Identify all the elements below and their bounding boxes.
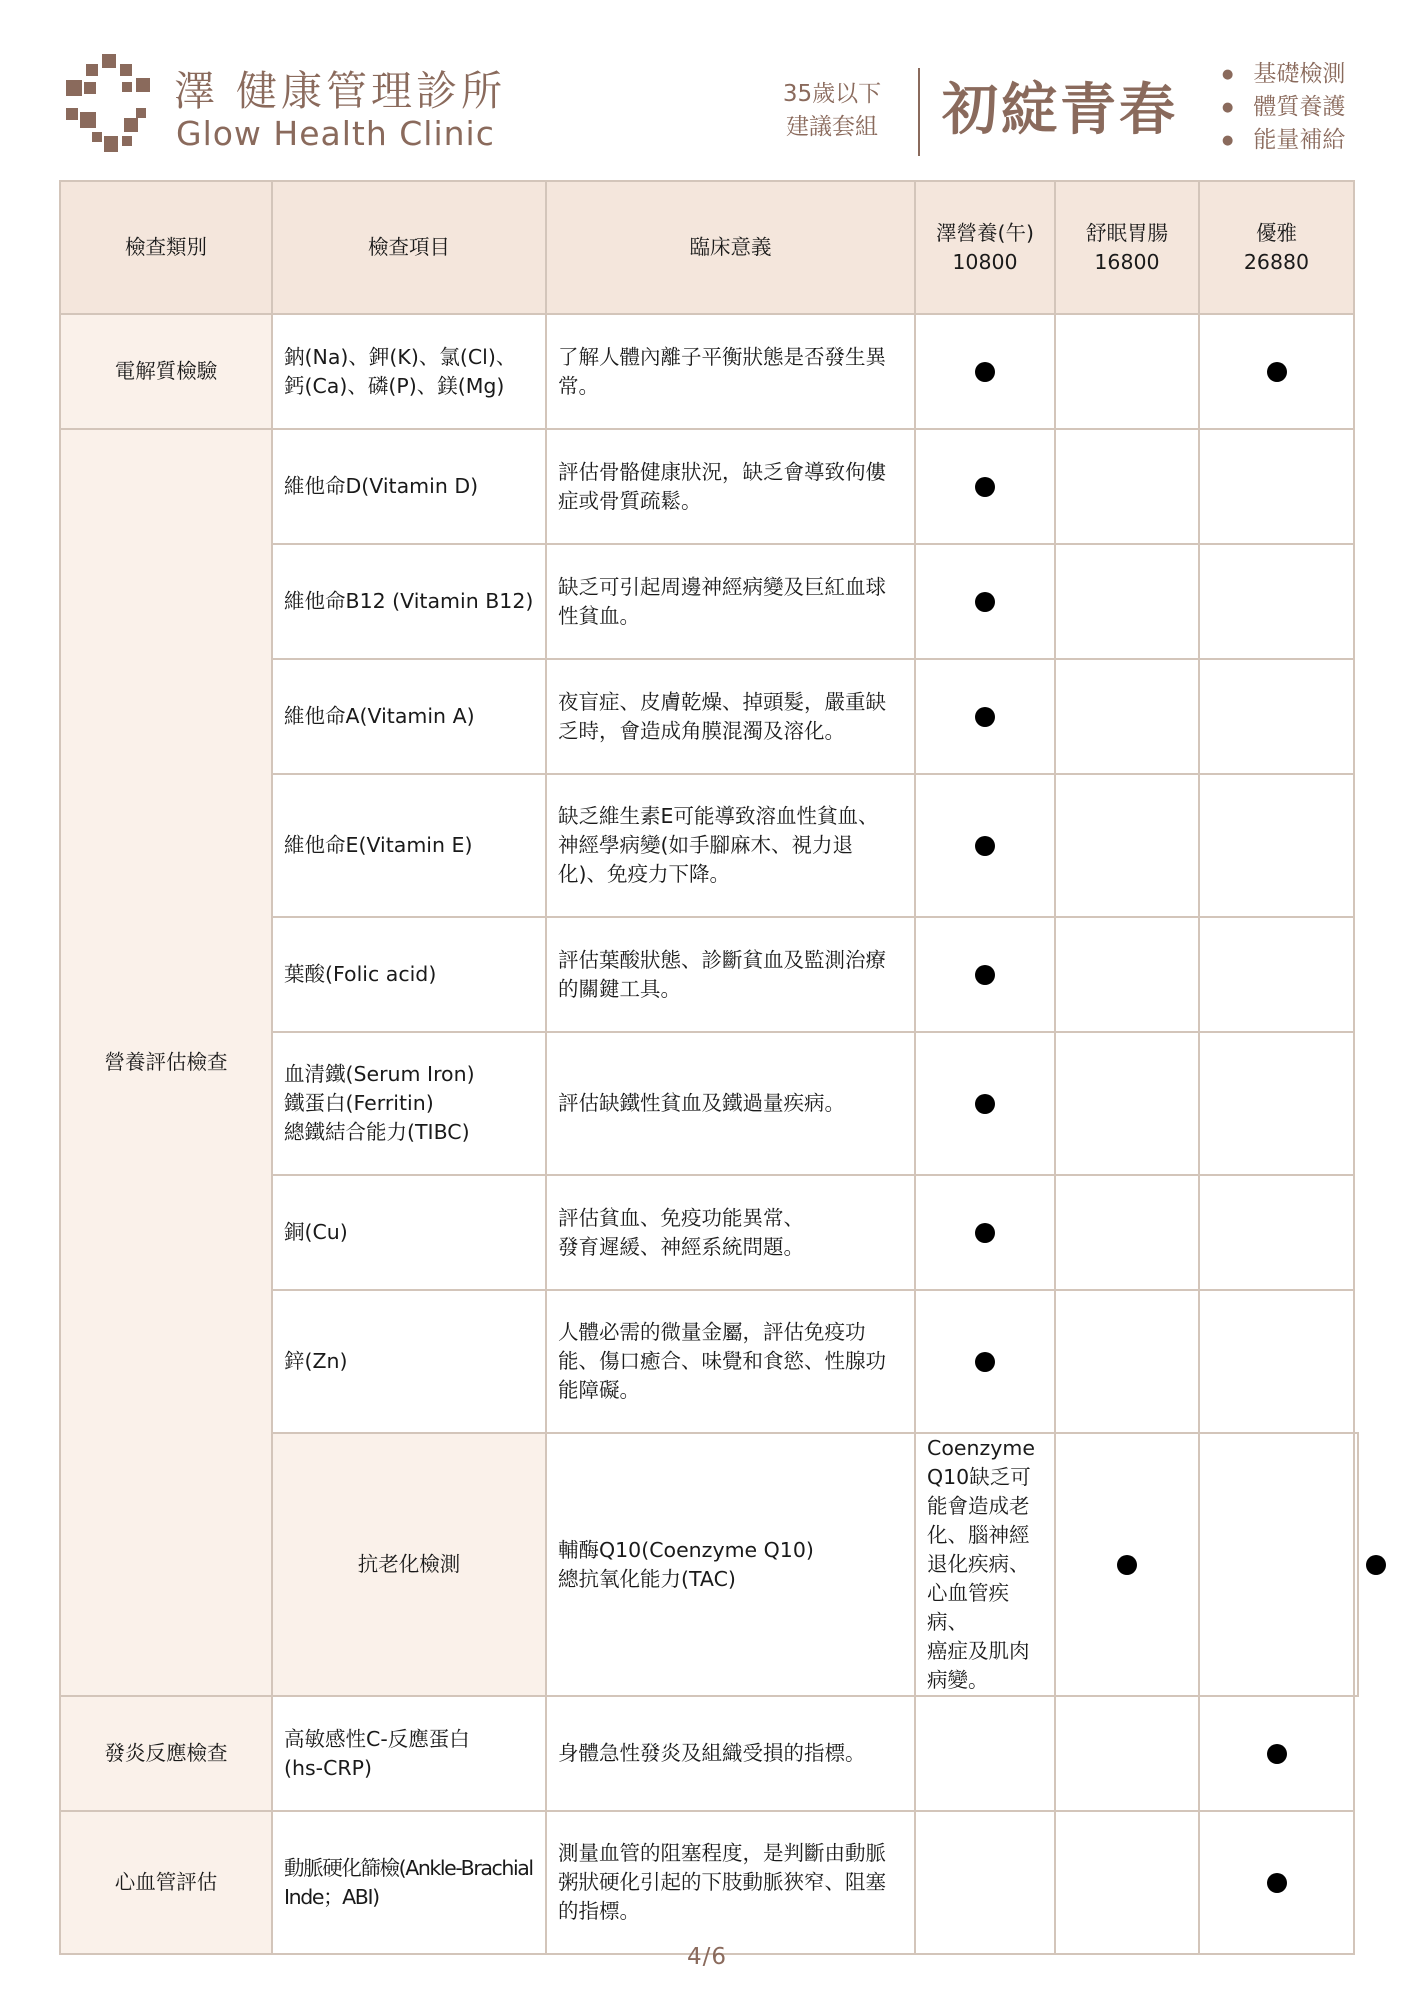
item-line: 銅(Cu) (284, 1220, 348, 1244)
included-dot-icon (975, 707, 995, 727)
meaning-cell (546, 1175, 915, 1290)
meaning-line: 評估葉酸狀態、診斷貧血及監測治療 (558, 947, 886, 972)
item-cell (272, 917, 546, 1032)
page-header (0, 0, 1414, 170)
item-line: 總鐵結合能力(TIBC) (284, 1120, 470, 1144)
included-dot-icon (975, 836, 995, 856)
package-3-cell (1199, 1175, 1354, 1290)
included-dot-icon (975, 1223, 995, 1243)
meaning-line: 乏時，會造成角膜混濁及溶化。 (558, 718, 845, 743)
meaning-line: 症或骨質疏鬆。 (558, 488, 702, 513)
meaning-line: 評估貧血、免疫功能異常、 (558, 1205, 804, 1230)
item-line: 鐵蛋白(Ferritin) (284, 1091, 434, 1115)
brand-name-english: Glow Health Clinic (176, 114, 495, 153)
package-1-cell (1055, 1433, 1199, 1696)
package-2-cell (1055, 429, 1199, 544)
included-dot-icon (975, 965, 995, 985)
meaning-line: 性貧血。 (558, 603, 640, 628)
package-2-cell (1055, 917, 1199, 1032)
meaning-line: 測量血管的阻塞程度，是判斷由動脈 (558, 1841, 886, 1865)
item-cell (272, 1032, 546, 1175)
package-3-cell (1199, 917, 1354, 1032)
meaning-cell (915, 1433, 1055, 1696)
item-line: Inde；ABI) (284, 1884, 379, 1909)
item-cell (272, 544, 546, 659)
item-line: 維他命D(Vitamin D) (284, 474, 479, 498)
meaning-cell (546, 774, 915, 917)
meaning-line: 了解人體內離子平衡狀態是否發生異 (558, 344, 886, 369)
package-3-cell (1199, 1290, 1354, 1433)
included-dot-icon (1366, 1555, 1386, 1575)
meaning-cell (546, 314, 915, 429)
category-cell: 電解質檢驗 (60, 314, 272, 429)
package-price: 10800 (952, 249, 1018, 274)
included-dot-icon (1267, 1873, 1287, 1893)
table-row (60, 429, 1358, 544)
package-1-cell (915, 917, 1055, 1032)
meaning-cell (546, 1032, 915, 1175)
meaning-line: 能障礙。 (558, 1378, 640, 1402)
item-cell (272, 1290, 546, 1433)
included-dot-icon (975, 1094, 995, 1114)
col-header-package-3 (1199, 181, 1354, 314)
item-line: 總抗氧化能力(TAC) (558, 1566, 736, 1591)
package-1-cell (915, 544, 1055, 659)
package-3-cell (1199, 544, 1354, 659)
table-row (60, 314, 1358, 429)
item-cell (272, 774, 546, 917)
meaning-line: 缺乏可引起周邊神經病變及巨紅血球 (558, 574, 886, 599)
package-1-cell (915, 1290, 1055, 1433)
meaning-line: 化)、免疫力下降。 (558, 862, 730, 886)
item-cell (272, 1175, 546, 1290)
meaning-cell (546, 429, 915, 544)
package-2-cell (1055, 1811, 1199, 1954)
package-2-cell (1199, 1433, 1354, 1696)
table-row (60, 1696, 1358, 1811)
meaning-cell (546, 544, 915, 659)
package-1-cell (915, 429, 1055, 544)
plan-title: 初綻青春 (942, 78, 1178, 143)
clinic-logo-icon (64, 52, 164, 156)
feature-list (1222, 58, 1345, 157)
category-cell: 抗老化檢測 (272, 1433, 546, 1696)
item-cell (272, 1811, 546, 1954)
included-dot-icon (975, 1352, 995, 1372)
meaning-line: 癌症及肌肉病變。 (927, 1639, 1030, 1692)
col-header-category: 檢查類別 (60, 181, 272, 314)
package-name: 優雅 (1256, 220, 1297, 245)
item-line: 鈉(Na)、鉀(K)、氯(Cl)、 (284, 344, 517, 369)
meaning-line: 的關鍵工具。 (558, 976, 681, 1001)
package-1-cell (915, 1032, 1055, 1175)
table-header-row (60, 181, 1358, 314)
feature-item: ● 基礎檢測 (1222, 58, 1345, 91)
package-3-cell (1199, 1811, 1354, 1954)
item-line: 葉酸(Folic acid) (284, 962, 437, 986)
item-line: 維他命A(Vitamin A) (284, 704, 475, 728)
package-price: 16800 (1094, 249, 1160, 274)
package-3-cell (1199, 429, 1354, 544)
item-line: 血清鐵(Serum Iron) (284, 1062, 475, 1086)
meaning-cell (546, 1290, 915, 1433)
item-cell (272, 314, 546, 429)
included-dot-icon (1267, 362, 1287, 382)
meaning-line: 化、腦神經退化疾病、心血管疾病、 (927, 1523, 1030, 1634)
included-dot-icon (975, 362, 995, 382)
meaning-line: 常。 (558, 373, 599, 398)
package-2-cell (1055, 1290, 1199, 1433)
package-line: 建議套組 (786, 114, 878, 140)
item-cell (546, 1433, 915, 1696)
package-3-cell (1199, 1696, 1354, 1811)
header-divider (918, 68, 920, 156)
item-line: 維他命B12 (Vitamin B12) (284, 589, 534, 613)
package-3-cell (1199, 659, 1354, 774)
col-header-meaning: 臨床意義 (546, 181, 915, 314)
item-line: 維他命E(Vitamin E) (284, 833, 473, 857)
package-2-cell (1055, 659, 1199, 774)
meaning-line: Coenzyme Q10缺乏可能會造成老 (927, 1436, 1035, 1518)
package-2-cell (1055, 544, 1199, 659)
package-1-cell (915, 1811, 1055, 1954)
package-3-cell (1199, 314, 1354, 429)
meaning-cell (546, 1696, 915, 1811)
category-cell: 心血管評估 (60, 1811, 272, 1954)
meaning-cell (546, 659, 915, 774)
item-line: 高敏感性C-反應蛋白 (284, 1726, 470, 1751)
package-2-cell (1055, 1032, 1199, 1175)
package-1-cell (915, 774, 1055, 917)
package-3-cell (1199, 774, 1354, 917)
brand-name-chinese: 澤 健康管理診所 (174, 67, 507, 115)
item-line: 鋅(Zn) (284, 1349, 348, 1373)
meaning-line: 的指標。 (558, 1899, 640, 1923)
feature-item: ● 能量補給 (1222, 124, 1345, 157)
col-header-package-2 (1055, 181, 1199, 314)
package-1-cell (915, 314, 1055, 429)
meaning-line: 粥狀硬化引起的下肢動脈狹窄、阻塞 (558, 1870, 886, 1894)
col-header-package-1 (915, 181, 1055, 314)
included-dot-icon (1117, 1555, 1137, 1575)
included-dot-icon (975, 477, 995, 497)
package-2-cell (1055, 1175, 1199, 1290)
package-1-cell (915, 659, 1055, 774)
meaning-line: 夜盲症、皮膚乾燥、掉頭髮，嚴重缺 (558, 689, 886, 714)
item-line: 動脈硬化篩檢(Ankle-Brachial (284, 1855, 533, 1880)
package-2-cell (1055, 774, 1199, 917)
item-line: (hs-CRP) (284, 1755, 372, 1780)
meaning-cell (546, 1811, 915, 1954)
meaning-line: 缺乏維生素E可能導致溶血性貧血、 (558, 804, 879, 828)
category-cell: 營養評估檢查 (60, 429, 272, 1696)
included-dot-icon (975, 592, 995, 612)
item-cell (272, 659, 546, 774)
package-3-cell (1199, 1032, 1354, 1175)
page-number: 4/6 (686, 1944, 727, 1970)
package-name: 澤營養(午) (936, 220, 1034, 245)
meaning-line: 評估骨骼健康狀況，缺乏會導致佝僂 (558, 459, 886, 484)
meaning-line: 評估缺鐵性貧血及鐵過量疾病。 (558, 1091, 845, 1115)
package-name: 舒眠胃腸 (1086, 220, 1168, 245)
table-row (60, 1811, 1358, 1954)
package-2-cell (1055, 314, 1199, 429)
package-price: 26880 (1243, 249, 1310, 274)
age-line: 35歲以下 (782, 81, 882, 107)
meaning-line: 人體必需的微量金屬，評估免疫功 (558, 1320, 866, 1344)
package-1-cell (915, 1175, 1055, 1290)
included-dot-icon (1267, 1744, 1287, 1764)
meaning-cell (546, 917, 915, 1032)
meaning-line: 發育遲緩、神經系統問題。 (558, 1234, 804, 1259)
item-line: 輔酶Q10(Coenzyme Q10) (558, 1537, 814, 1562)
package-2-cell (1055, 1696, 1199, 1811)
item-cell (272, 1696, 546, 1811)
feature-item: ● 體質養護 (1222, 91, 1345, 124)
package-3-cell (1354, 1433, 1358, 1696)
meaning-line: 能、傷口癒合、味覺和食慾、性腺功 (558, 1349, 886, 1373)
category-cell: 發炎反應檢查 (60, 1696, 272, 1811)
item-line: 鈣(Ca)、磷(P)、鎂(Mg) (284, 373, 505, 398)
exam-table (59, 180, 1359, 1955)
age-recommendation (772, 78, 892, 144)
package-1-cell (915, 1696, 1055, 1811)
meaning-line: 神經學病變(如手腳麻木、視力退 (558, 833, 853, 857)
item-cell (272, 429, 546, 544)
meaning-line: 身體急性發炎及組織受損的指標。 (558, 1741, 866, 1765)
col-header-item: 檢查項目 (272, 181, 546, 314)
